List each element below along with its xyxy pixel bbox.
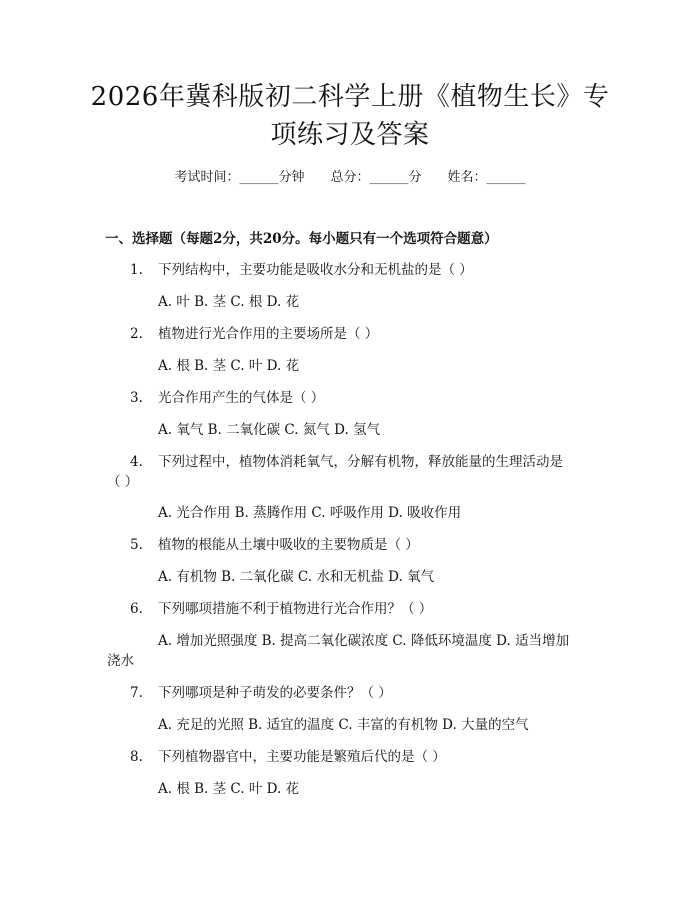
total-score-field: 总分：______分	[330, 170, 422, 185]
question-options: A. 氧气 B. 二氧化碳 C. 氮气 D. 氢气	[158, 422, 381, 438]
question-options: A. 光合作用 B. 蒸腾作用 C. 呼吸作用 D. 吸收作用	[158, 505, 462, 521]
title-line-1: 2026年冀科版初二科学上册《植物生长》专	[90, 82, 610, 112]
question-options: A. 充足的光照 B. 适宜的温度 C. 丰富的有机物 D. 大量的空气	[158, 717, 529, 733]
question-text: 下列过程中，植物体消耗氧气，分解有机物，释放能量的生理活动是	[158, 454, 563, 470]
question-text: 植物进行光合作用的主要场所是（ ）	[158, 326, 379, 342]
question-text: 光合作用产生的气体是（ ）	[158, 390, 325, 406]
question-number: 7.	[130, 685, 143, 701]
question-text: 植物的根能从土壤中吸收的主要物质是（ ）	[158, 537, 419, 553]
question-number: 2.	[130, 326, 143, 342]
document-title	[60, 78, 640, 154]
section-heading: 一、选择题（每题2分，共20分。每小题只有一个选项符合题意）	[105, 231, 498, 247]
question-text: 下列哪项措施不利于植物进行光合作用？（ ）	[158, 601, 433, 617]
question-number: 5.	[130, 537, 143, 553]
question-text-continued: （ ）	[107, 474, 139, 490]
student-name-field: 姓名：______	[447, 170, 526, 185]
question-options: A. 根 B. 茎 C. 叶 D. 花	[158, 358, 300, 374]
question-text: 下列哪项是种子萌发的必要条件？（ ）	[158, 685, 392, 701]
question-options: A. 有机物 B. 二氧化碳 C. 水和无机盐 D. 氧气	[158, 569, 435, 585]
exam-meta	[0, 168, 700, 188]
question-options: A. 增加光照强度 B. 提高二氧化碳浓度 C. 降低环境温度 D. 适当增加	[158, 633, 570, 649]
question-text: 下列植物器官中，主要功能是繁殖后代的是（ ）	[158, 749, 446, 765]
question-number: 8.	[130, 749, 143, 765]
question-number: 1.	[130, 262, 143, 278]
question-options-continued: 浇水	[107, 653, 134, 669]
question-number: 3.	[130, 390, 143, 406]
question-options: A. 叶 B. 茎 C. 根 D. 花	[158, 294, 300, 310]
question-number: 4.	[130, 454, 143, 470]
question-options: A. 根 B. 茎 C. 叶 D. 花	[158, 781, 300, 797]
exam-time-field: 考试时间：______分钟	[174, 170, 305, 185]
title-line-2: 项练习及答案	[270, 120, 430, 150]
question-number: 6.	[130, 601, 143, 617]
question-text: 下列结构中，主要功能是吸收水分和无机盐的是（ ）	[158, 262, 473, 278]
